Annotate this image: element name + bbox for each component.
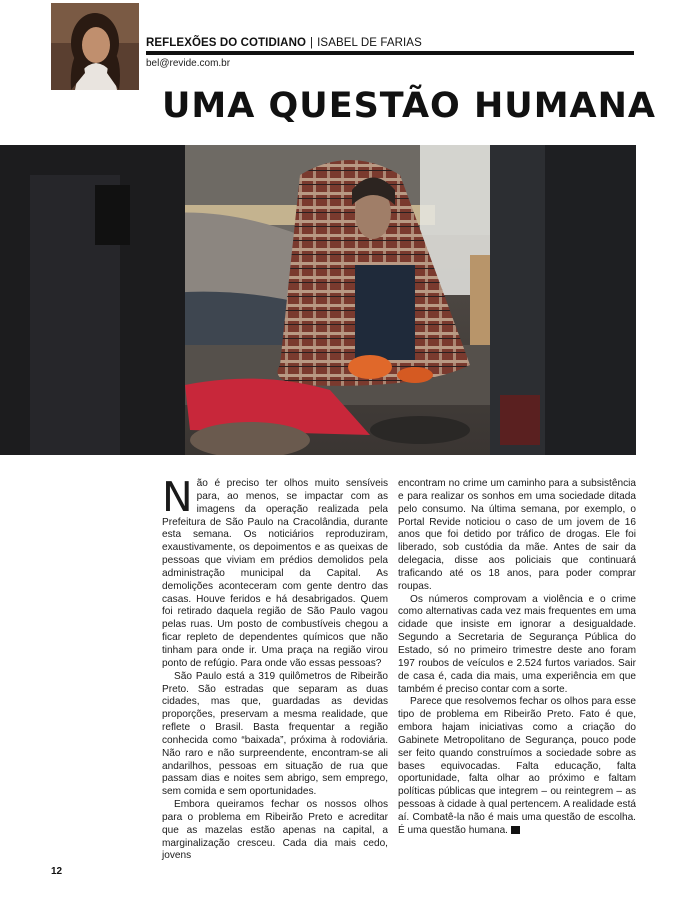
article-photo [0,145,636,455]
article-paragraph: Os números comprovam a violência e o crime como alternativas cada vez mais frequentes em uma cidade que insiste em ignorar a desigualdade. Segundo a Secretaria de Segurança Pública do Estado, só no primeiro trimestre deste ano foram 197 roubos de veículos e 2.524 furtos variados. Sair de casa é, cada dia mais, uma experiência em que também é preciso contar com a sorte. [398,593,636,695]
article-column-2 [398,478,636,838]
page-number: 12 [51,866,63,877]
column-section: REFLEXÕES DO COTIDIANO [146,37,307,49]
author-name: ISABEL DE FARIAS [317,37,422,49]
article-paragraph [398,696,636,837]
article-headline: UMA QUESTÃO HUMANA [162,86,657,126]
paragraph-text: ão é preciso ter olhos muito sensíveis para, ao menos, se impactar com as imagens da operação realizada pela Prefeitura de São Paulo na Cracolândia, durante esta semana. Os noticiários reproduziram, exaustivamente, os depoimentos e as queixas de pessoas que viviam em prédios demolidos pela administração municipal da Capital. As demolições aconteceram com gente dentro das casas. Houve feridos e há desabrigados. Quem foi retirado daquela região de São Paulo vagou pelas ruas. Um posto de combustíveis chegou a ficar repleto de dependentes químicos que não tinham para onde ir. Uma praça na região virou ponto de refúgio. Para onde vão essas pessoas? [162,478,388,669]
byline-separator: | [310,37,314,49]
article-paragraph [162,473,388,671]
author-portrait [51,3,139,90]
paragraph-text: Parece que resolvemos fechar os olhos para esse tipo de problema em Ribeirão Preto. Fato é que, embora hajam iniciativas como a criação do Gabinete Metropolitano de Segurança, pouco pode ser feito quando construímos a sociedade sobre as bases equivocadas. Falta educação, falta oportunidade, falta olhar ao próximo e faltam políticas públicas que integrem – ou reintegrem – as pessoas à cidade à qual pertencem. A realidade está aí. Combatê-la não é mais uma questão de escolha. É uma questão humana. [398,696,636,836]
article-paragraph: São Paulo está a 319 quilômetros de Ribeirão Preto. São estradas que separam as duas cidades, mas que, guardadas as devidas proporções, preservam a mesma realidade, que reflete o Brasil. Basta frequentar a região conhecida como “baixada”, próxima à rodoviária. Não raro e não surpreendente, encontram-se ali andarilhos, pessoas em situação de rua que passam dias e noites sem abrigo, sem emprego, sem comida e sem oportunidades. [162,670,388,798]
column-byline [146,37,634,49]
header-rule [146,51,634,55]
drop-cap: N [162,473,193,521]
end-of-article-mark [511,826,520,834]
article-paragraph: encontram no crime um caminho para a subsistência e para realizar os sonhos em uma sociedade ditada pelo consumo. Na última semana, por exemplo, o Portal Revide noticiou o caso de um jovem de 16 anos que foi detido por tráfico de drogas. Ele foi liberado, sob custódia da mãe. Antes de sair da delegacia, disse aos policiais que continuará traficando até os 18 anos, para poder comprar roupas. [398,478,636,592]
author-email: bel@revide.com.br [146,58,231,69]
article-paragraph: Embora queiramos fechar os nossos olhos para o problema em Ribeirão Preto e acreditar que as mazelas estão apenas na capital, a marginalização cresceu. Cada dia mais cedo, jovens [162,799,388,862]
column-header [146,37,634,69]
article-column-1 [162,473,388,863]
